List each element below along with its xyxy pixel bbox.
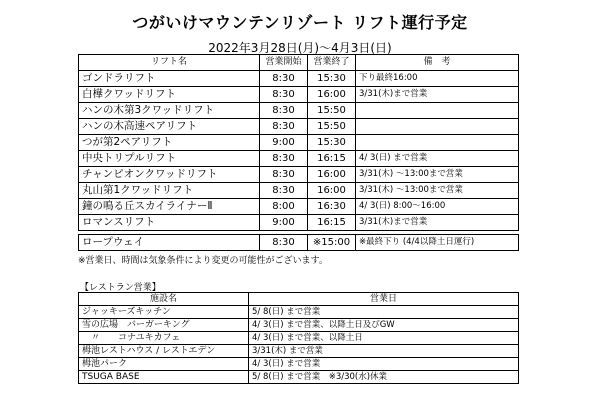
lift-name: 中央トリプルリフト: [79, 151, 260, 167]
end-time: 16:15: [308, 151, 356, 167]
table-row: [79, 306, 519, 319]
header-lift-name: リフト名: [79, 55, 260, 71]
remarks: 3/31(木) 〜13:00まで営業: [356, 167, 519, 183]
table-row: [79, 103, 519, 119]
lift-name: つが第2ペアリフト: [79, 135, 260, 151]
business-days: 4/ 3(日) まで営業、以降土日: [249, 332, 519, 345]
lift-name: チャンピオンクワッドリフト: [79, 167, 260, 183]
start-time: 8:30: [260, 167, 308, 183]
header-remarks: 備 考: [356, 55, 519, 71]
lift-name: 丸山第1クワッドリフト: [79, 183, 260, 199]
remarks: 3/31(木)まで営業: [356, 87, 519, 103]
table-row: [79, 215, 519, 231]
end-time: 15:50: [308, 103, 356, 119]
table-row: [79, 358, 519, 371]
start-time: 8:30: [260, 87, 308, 103]
lift-name: ハンの木第3クワッドリフト: [79, 103, 260, 119]
restaurant-heading: 【レストラン営業】: [80, 283, 161, 293]
table-row: [79, 332, 519, 345]
lift-name: ロマンスリフト: [79, 215, 260, 231]
end-time: 15:50: [308, 119, 356, 135]
header-end-time: 営業終了: [308, 55, 356, 71]
table-row: [79, 71, 519, 87]
end-time: 16:15: [308, 215, 356, 231]
ropeway-start: 8:30: [260, 235, 308, 251]
start-time: 8:00: [260, 199, 308, 215]
end-time: 16:00: [308, 87, 356, 103]
facility-name: TSUGA BASE: [79, 371, 249, 384]
remarks: [356, 135, 519, 151]
remarks: [356, 103, 519, 119]
facility-name: ジャッキーズキッチン: [79, 306, 249, 319]
ropeway-note: ※最終下り (4/4以降土日運行): [356, 235, 519, 251]
start-time: 8:30: [260, 103, 308, 119]
lift-name: ゴンドラリフト: [79, 71, 260, 87]
table-row: [79, 183, 519, 199]
remarks: 3/31(木)まで営業: [356, 215, 519, 231]
business-days: 4/ 3(日) まで営業: [249, 358, 519, 371]
lift-name: 白樺クワッドリフト: [79, 87, 260, 103]
restaurant-table-header: [79, 293, 519, 306]
end-time: 15:30: [308, 71, 356, 87]
lift-name: 鐘の鳴る丘スカイライナーⅡ: [79, 199, 260, 215]
start-time: 9:00: [260, 135, 308, 151]
remarks: 4/ 3(日) まで営業: [356, 151, 519, 167]
table-row: [79, 135, 519, 151]
start-time: 8:30: [260, 183, 308, 199]
weather-notice: ※営業日、時間は気象条件により変更の可能性がございます。: [78, 256, 328, 266]
ropeway-row: [79, 235, 519, 251]
remarks: [356, 119, 519, 135]
table-row: [79, 87, 519, 103]
remarks: 下り最終16:00: [356, 71, 519, 87]
facility-name: 雪の広場 バーガーキング: [79, 319, 249, 332]
business-days: 3/31(木) まで営業: [249, 345, 519, 358]
ropeway-table: [78, 234, 519, 251]
end-time: 16:30: [308, 199, 356, 215]
ropeway-name: ロープウェイ: [79, 235, 260, 251]
facility-name: 栂池パーク: [79, 358, 249, 371]
table-row: [79, 119, 519, 135]
ropeway-end: ※15:00: [308, 235, 356, 251]
business-days: 5/ 8(日) まで営業 ※3/30(水)休業: [249, 371, 519, 384]
remarks: 4/ 3(日) 8:00〜16:00: [356, 199, 519, 215]
start-time: 9:00: [260, 215, 308, 231]
facility-name: 栂池レストハウス / レストエデン: [79, 345, 249, 358]
table-row: [79, 167, 519, 183]
start-time: 8:30: [260, 151, 308, 167]
page-title: つがいけマウンテンリゾート リフト運行予定: [132, 13, 468, 32]
lift-table-header: [79, 55, 519, 71]
table-row: [79, 319, 519, 332]
table-row: [79, 345, 519, 358]
business-days: 5/ 8(日) まで営業: [249, 306, 519, 319]
restaurant-table: [78, 292, 519, 384]
header-business-days: 営業日: [249, 293, 519, 306]
start-time: 8:30: [260, 119, 308, 135]
business-days: 4/ 3(日) まで営業、以降土日及びGW: [249, 319, 519, 332]
date-range: 2022年3月28日(月)〜4月3日(日): [208, 41, 392, 55]
table-row: [79, 371, 519, 384]
header-start-time: 営業開始: [260, 55, 308, 71]
start-time: 8:30: [260, 71, 308, 87]
table-row: [79, 199, 519, 215]
remarks: 3/31(木) 〜13:00まで営業: [356, 183, 519, 199]
end-time: 16:00: [308, 167, 356, 183]
lift-schedule-table: [78, 54, 519, 231]
end-time: 15:30: [308, 135, 356, 151]
header-facility-name: 施設名: [79, 293, 249, 306]
end-time: 16:00: [308, 183, 356, 199]
facility-name: 〃 コナユキカフェ: [79, 332, 249, 345]
lift-name: ハンの木高速ペアリフト: [79, 119, 260, 135]
table-row: [79, 151, 519, 167]
